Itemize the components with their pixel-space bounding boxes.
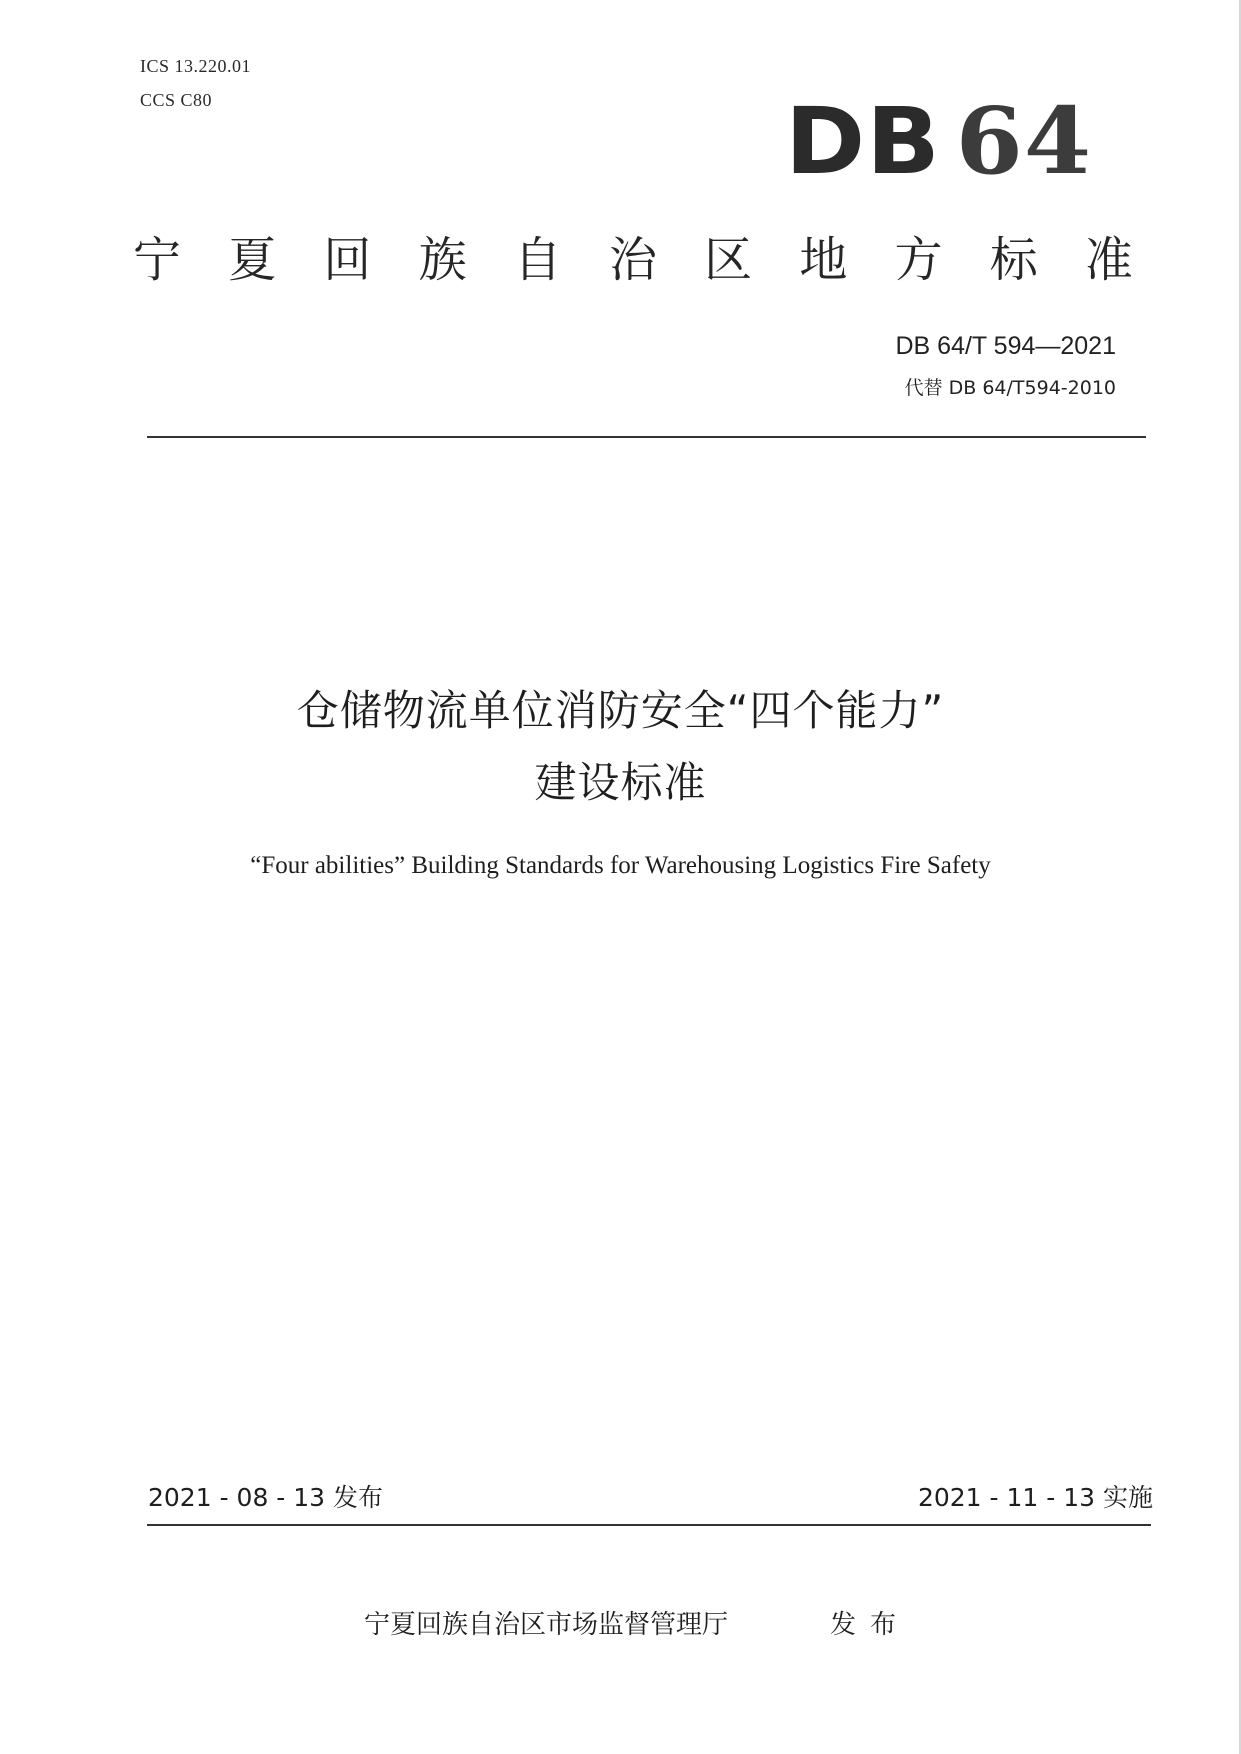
standard-type-char: 区	[704, 232, 753, 288]
standard-type-char: 地	[799, 232, 848, 288]
standard-type-char: 自	[513, 232, 562, 288]
issuing-authority: 宁夏回族自治区市场监督管理厅	[364, 1610, 729, 1640]
logo-number: 64	[955, 87, 1093, 195]
ics-code: ICS 13.220.01	[140, 56, 252, 76]
title-en: “Four abilities” Building Standards for Warehousing Logistics Fire Safety	[250, 852, 991, 879]
standard-type-char: 准	[1084, 232, 1133, 288]
standard-type-heading	[133, 232, 1133, 288]
db64-logo	[785, 87, 1093, 195]
standard-type-char: 宁	[133, 232, 182, 288]
issue-action: 发布	[830, 1610, 911, 1640]
implementation-date: 2021 - 11 - 13 实施	[917, 1483, 1153, 1512]
standard-type-char: 族	[418, 232, 467, 288]
standard-type-char: 夏	[228, 232, 277, 288]
bottom-divider	[147, 1524, 1151, 1526]
ccs-code: CCS C80	[140, 90, 213, 110]
title-zh-line2: 建设标准	[534, 758, 707, 807]
standard-number: DB 64/T 594—2021	[895, 332, 1116, 360]
standard-type-char: 回	[323, 232, 372, 288]
title-zh-line1: 仓储物流单位消防安全“四个能力”	[296, 686, 945, 735]
standard-type-char: 方	[894, 232, 943, 288]
standard-type-char: 治	[608, 232, 657, 288]
replaces-standard: 代替 DB 64/T594-2010	[904, 377, 1116, 399]
logo-letters: DB	[785, 88, 941, 195]
top-divider	[147, 436, 1146, 438]
standard-type-char: 标	[989, 232, 1038, 288]
issue-date: 2021 - 08 - 13 发布	[148, 1483, 384, 1512]
